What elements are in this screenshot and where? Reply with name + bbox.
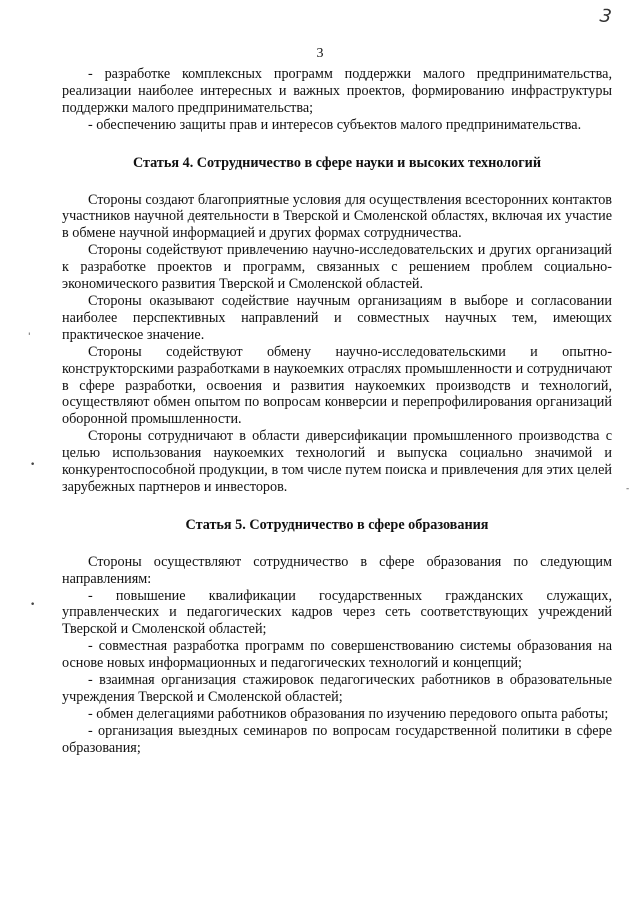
article-4-heading: Статья 4. Сотрудничество в сфере науки и высоких технологий	[132, 154, 542, 171]
list-item: - взаимная организация стажировок педагогических работников в образовательные учреждения Тверской и Смоленской областей;	[62, 672, 612, 705]
document-body	[62, 66, 612, 757]
list-item: - повышение квалификации государственных гражданских служащих, управленческих и педагогических кадров через сеть соответствующих учреждений Тверской и Смоленской областей;	[62, 587, 612, 638]
list-item: - совместная разработка программ по совершенствованию системы образования на основе новых информационных и педагогических технологий и концепций;	[62, 638, 612, 672]
paragraph: Стороны создают благоприятные условия для осуществления всесторонних контактов участников научной деятельности в Тверской и Смоленской областях, включая их участие в обмене научной информацией и других формах сотрудничества.	[62, 191, 612, 242]
list-item: - разработке комплексных программ поддержки малого предпринимательства, реализации наиболее интересных и важных проектов, формированию инфраструктуры поддержки малого предпринимательства;	[62, 66, 612, 116]
paragraph: Стороны содействуют привлечению научно-исследовательских и других организаций к разработке проектов и программ, связанных с решением проблем социально-экономического развития Тверской и Смоленской областей.	[62, 242, 612, 293]
list-item: - обмен делегациями работников образования по изучению передового опыта работы;	[88, 705, 609, 722]
scan-mark: •	[30, 600, 36, 610]
paragraph: Стороны оказывают содействие научным организациям в выборе и согласовании наиболее перспективных направлений и совместных научных тем, имеющих практическое значение.	[62, 292, 612, 343]
list-item: - обеспечению защиты прав и интересов субъектов малого предпринимательства.	[88, 116, 582, 133]
scan-mark: -	[626, 484, 630, 494]
paragraph: Стороны содействуют обмену научно-исследовательскими и опытно-конструкторскими разработками в наукоемких отраслях промышленности и сотрудничают в сфере разработки, освоения и развития наукоемких производств и технологий, осуществляют обмен опытом по вопросам конверсии и перепрофилирования организаций оборонной промышленности.	[62, 343, 612, 428]
scan-mark: '	[28, 332, 31, 342]
handwritten-page-number: 3	[598, 5, 613, 28]
paragraph: Стороны осуществляют сотрудничество в сфере образования по следующим направлениям:	[62, 553, 612, 587]
list-item: - организация выездных семинаров по вопросам государственной политики в сфере образования;	[62, 722, 612, 756]
scan-mark: •	[30, 460, 36, 470]
article-5-heading: Статья 5. Сотрудничество в сфере образования	[185, 516, 489, 533]
paragraph: Стороны сотрудничают в области диверсификации промышленного производства с целью использования наукоемких технологий и выпуска социально значимой и конкурентоспособной продукции, в том числе путем поиска и привлечения для этих целей зарубежных партнеров и инвесторов.	[62, 428, 612, 495]
page-number: 3	[316, 46, 324, 61]
